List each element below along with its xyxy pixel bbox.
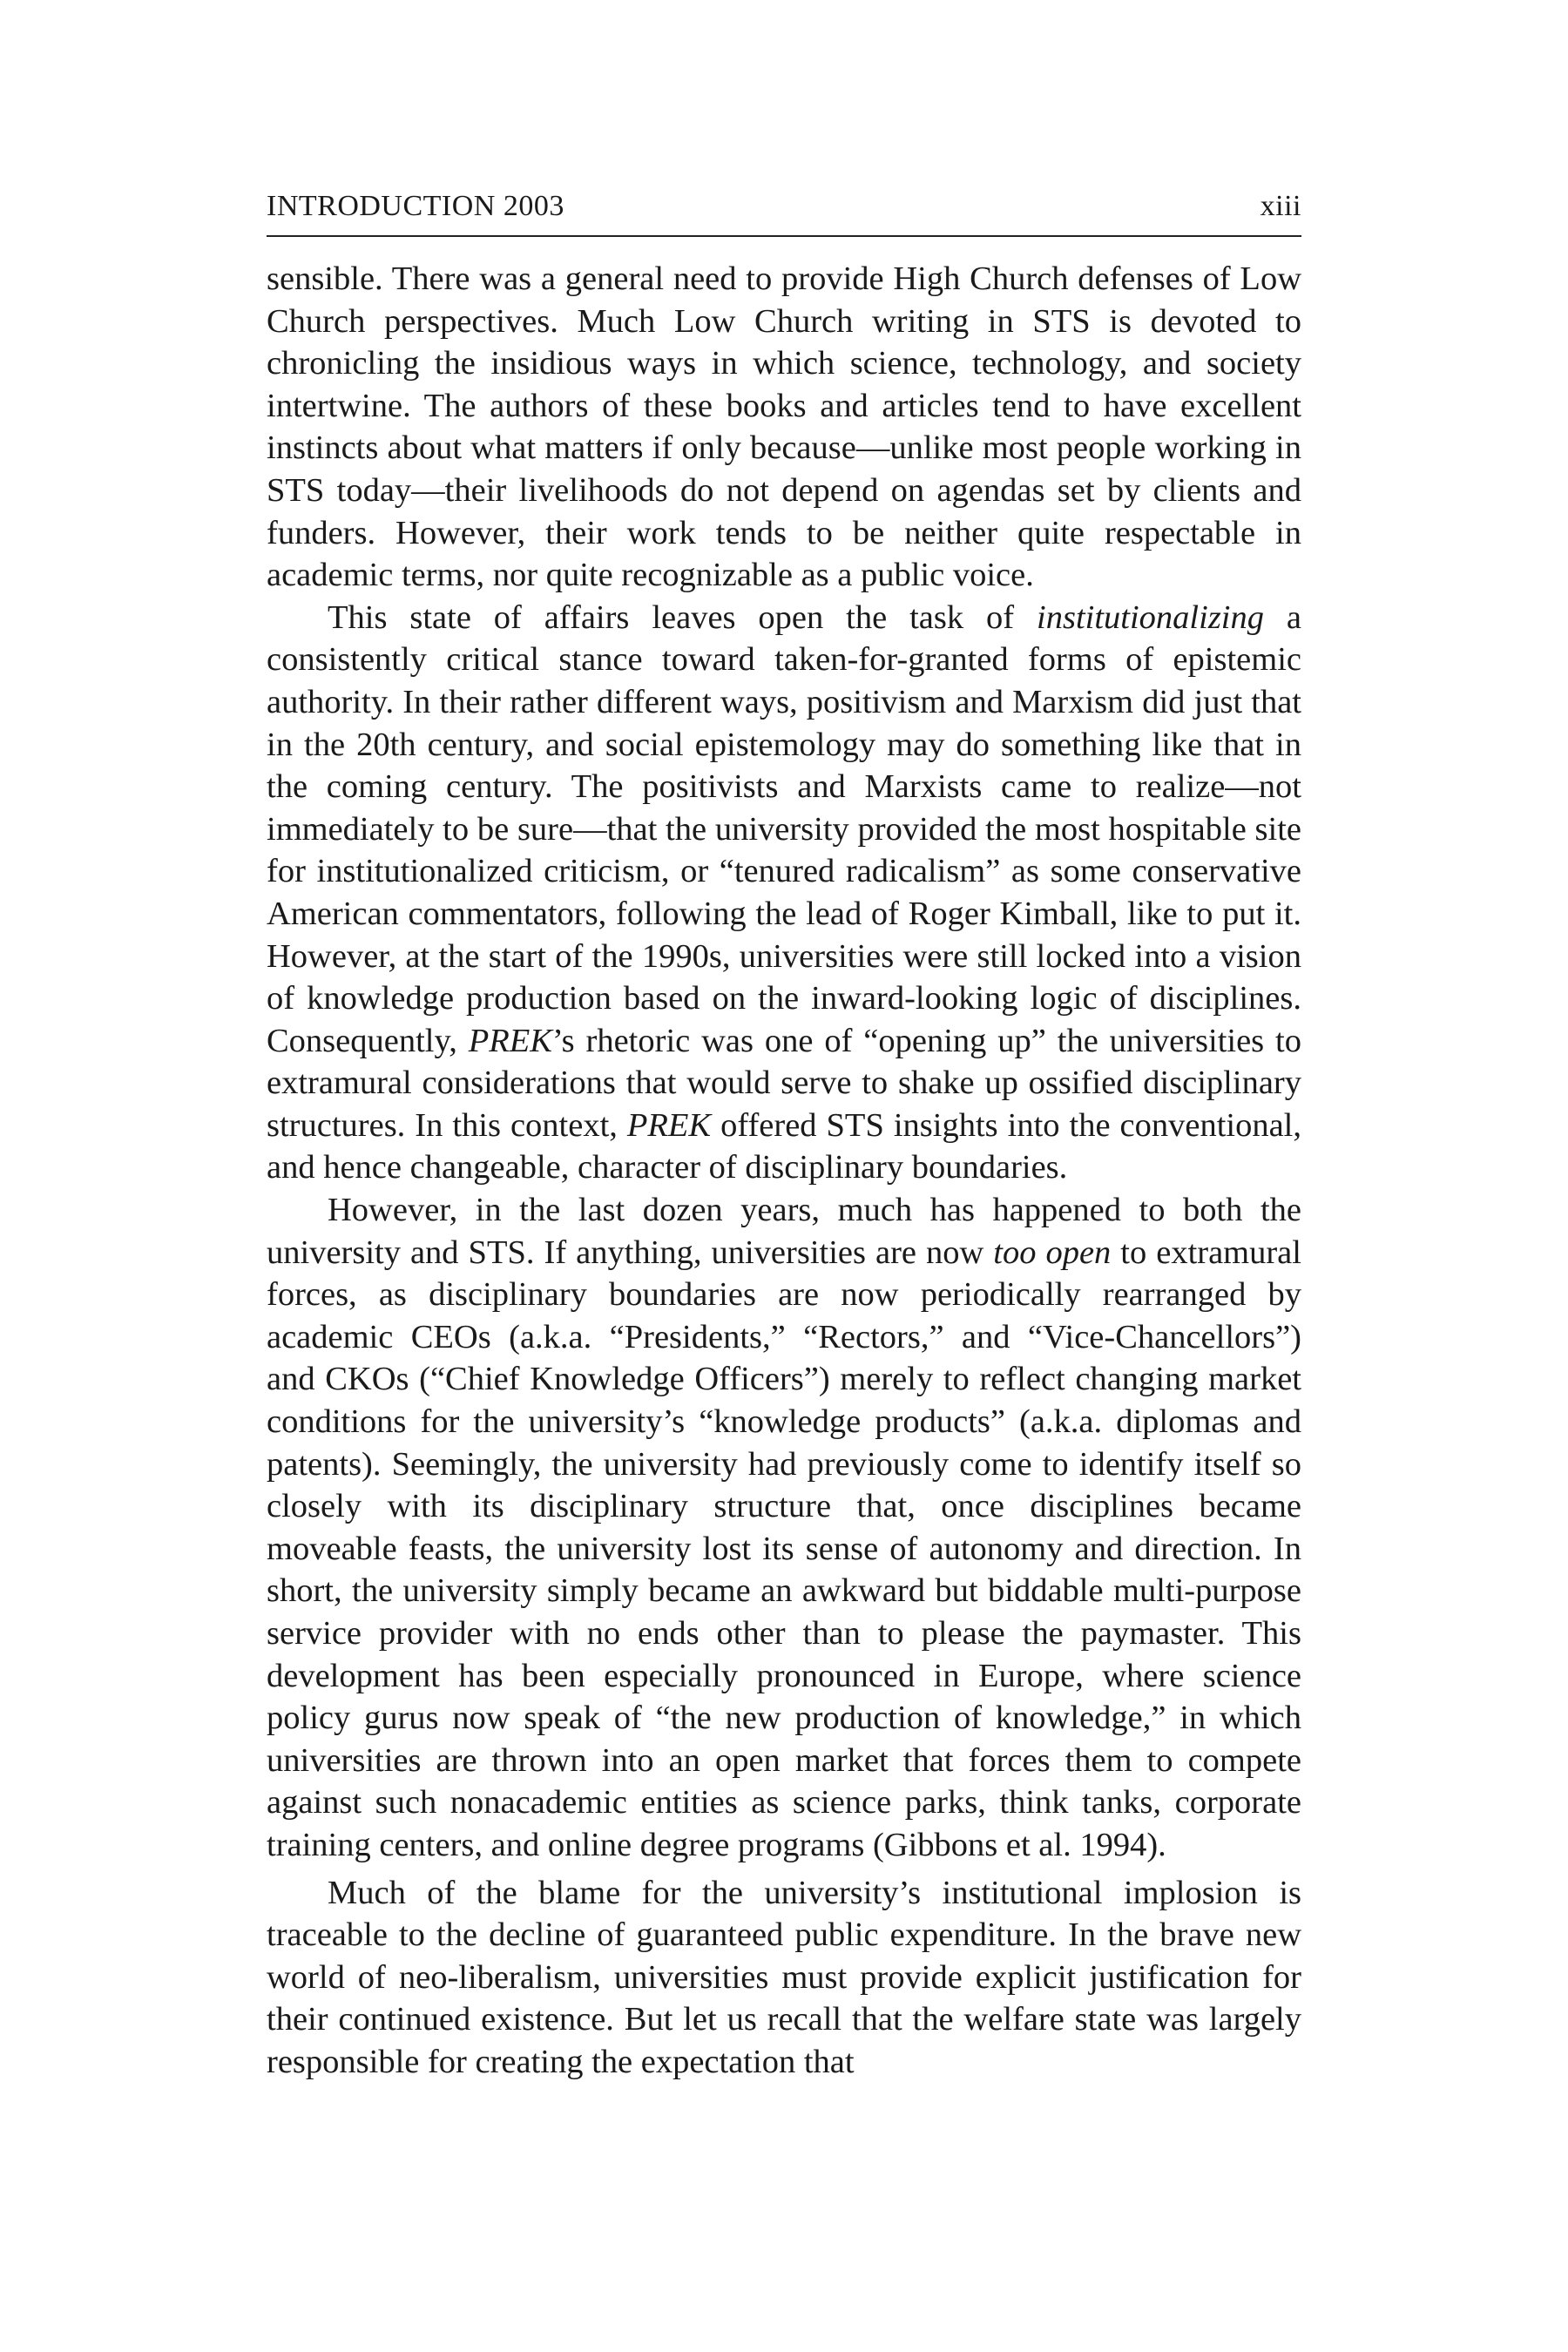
emphasis-institutionalizing: institutionalizing — [1037, 598, 1264, 636]
paragraph-3 — [267, 1189, 1301, 1867]
paragraph-2-text-d: offered STS insights into the conventional, and hence changeable, character of disciplinary boundaries. — [267, 1106, 1301, 1186]
paragraph-2-text-b: a consistently critical stance toward taken-for-granted forms of epistemic authority. In their rather different ways, positivism and Marxism did just that in the 20th century, and social epistemology may do something like that in the coming century. The positivists and Marxists came to realize—not immediately to be sure—that the university provided the most hospitable site for institutionalized criticism, or “tenured radicalism” as some conservative American commentators, following the lead of Roger Kimball, like to put it. However, at the start of the 1990s, universities were still locked into a vision of knowledge production based on the inward-looking logic of disciplines. Consequently, — [267, 598, 1301, 1059]
paragraph-4 — [267, 1872, 1301, 2084]
paragraph-4-text: Much of the blame for the university’s institutional implosion is traceable to the decline of guaranteed public expenditure. In the brave new world of neo-liberalism, universities must provide explicit justification for their continued existence. But let us recall that the welfare state was largely responsible for creating the expectation that — [267, 1874, 1301, 2080]
book-title-prek: PREK — [468, 1022, 552, 1059]
paragraph-1 — [267, 258, 1301, 597]
paragraph-3-text-b: to extramural forces, as disciplinary boundaries are now periodically rearranged by academic CEOs (a.k.a. “Presidents,” “Rectors,” and “Vice-Chancellors”) and CKOs (“Chief Knowledge Officers”) merely to reflect changing market conditions for the university’s “knowledge products” (a.k.a. diplomas and patents). Seemingly, the university had previously come to identify itself so closely with its disciplinary structure that, once disciplines became moveable feasts, the university lost its sense of autonomy and direction. In short, the university simply became an awkward but biddable multi-purpose service provider with no ends other than to please the paymaster. This development has been especially pronounced in Europe, where science policy gurus now speak of “the new production of knowledge,” in which universities are thrown into an open market that forces them to compete against such nonacademic entities as science parks, think tanks, corporate training centers, and online degree programs (Gibbons et al. 1994). — [267, 1233, 1301, 1863]
book-page — [267, 190, 1301, 2084]
book-title-prek-2: PREK — [626, 1106, 712, 1144]
running-head — [267, 190, 1301, 237]
paragraph-2-text-c: ’s rhetoric was one of “opening up” the universities to extramural considerations that would serve to shake up ossified disciplinary structures. In this context, — [267, 1022, 1301, 1144]
chapter-title: INTRODUCTION 2003 — [267, 190, 564, 222]
body-text — [267, 258, 1301, 2084]
paragraph-1-text: sensible. There was a general need to provide High Church defenses of Low Church perspectives. Much Low Church writing in STS is devoted to chronicling the insidious ways in which science, technology, and society intertwine. The authors of these books and articles tend to have excellent instincts about what matters if only because—unlike most people working in STS today—their livelihoods do not depend on agendas set by clients and funders. However, their work tends to be neither quite respectable in academic terms, nor quite recognizable as a public voice. — [267, 260, 1301, 594]
page-number: xiii — [1260, 190, 1301, 222]
paragraph-2 — [267, 597, 1301, 1189]
emphasis-too-open: too open — [993, 1233, 1112, 1271]
paragraph-2-text-a: This state of affairs leaves open the task of — [328, 598, 1037, 636]
paragraph-3-text-a: However, in the last dozen years, much has happened to both the university and STS. If anything, universities are now — [267, 1192, 1301, 1271]
